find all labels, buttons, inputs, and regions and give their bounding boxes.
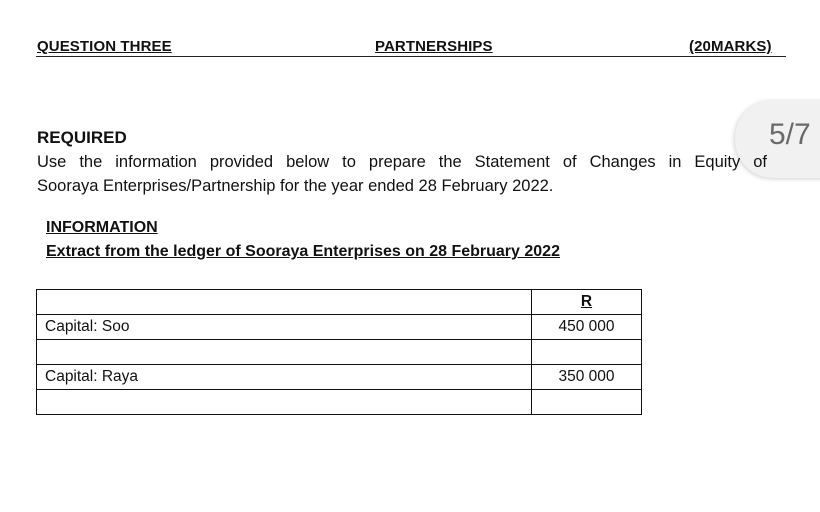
question-title: QUESTION THREE	[37, 38, 172, 55]
amount-cell	[532, 390, 642, 415]
account-cell: Capital: Raya	[37, 365, 532, 390]
table-row	[37, 315, 642, 340]
header-underline	[36, 56, 786, 57]
ledger-header-row	[37, 290, 642, 315]
page-indicator-text: 5/7	[769, 118, 811, 151]
required-heading: REQUIRED	[37, 128, 127, 147]
account-cell: Capital: Soo	[37, 315, 532, 340]
question-marks: (20MARKS)	[689, 38, 772, 55]
amount-cell: 450 000	[532, 315, 642, 340]
ledger-header-currency	[532, 290, 642, 315]
instructions	[37, 150, 767, 198]
amount-cell: 350 000	[532, 365, 642, 390]
question-topic: PARTNERSHIPS	[375, 38, 493, 55]
ledger-table	[36, 289, 642, 415]
table-row	[37, 340, 642, 365]
amount-cell	[532, 340, 642, 365]
currency-label: R	[580, 293, 593, 310]
table-row	[37, 390, 642, 415]
instructions-line-2: Sooraya Enterprises/Partnership for the year ended 28 February 2022.	[37, 177, 554, 195]
information-subheading: Extract from the ledger of Sooraya Enterprises on 28 February 2022	[46, 243, 560, 260]
table-row	[37, 365, 642, 390]
information-heading: INFORMATION	[46, 219, 158, 236]
ledger-header-account	[37, 290, 532, 315]
account-cell	[37, 340, 532, 365]
instructions-line-1: Use the information provided below to prepare the Statement of Changes in Equity of	[37, 153, 767, 171]
account-cell	[37, 390, 532, 415]
